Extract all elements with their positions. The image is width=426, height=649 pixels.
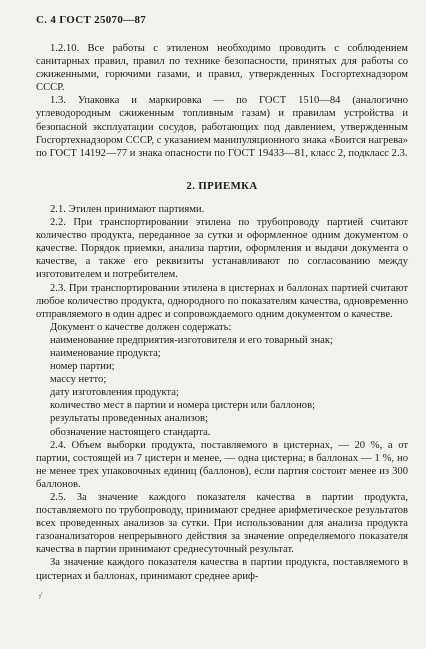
- document-body: [36, 42, 408, 583]
- paragraph-1-3: 1.3. Упаковка и маркировка — по ГОСТ 1510—84 (аналогично углеводородным сжиженным топливным газам) и правилам устройства и безопасной эксплуатации сосудов, работающих под давлением, утвержденным Госгортехнадзором СССР, с указанием манипуляционного знака «Боится нагрева» по ГОСТ 14192—77 и знака опасности по ГОСТ 19433—81, класс 2, подкласс 2.3.: [36, 95, 408, 159]
- doc-item: результаты проведенных анализов;: [50, 413, 208, 425]
- doc-item: обозначение настоящего стандарта.: [50, 426, 211, 438]
- paragraph-final: За значение каждого показателя качества в партии продукта, поставляемого в цистернах и баллонах, принимают среднее ариф-: [36, 557, 408, 582]
- section-title-acceptance: 2. ПРИЕМКА: [186, 179, 258, 192]
- doc-item: количество мест в партии и номера цистерн или баллонов;: [50, 400, 316, 412]
- doc-item: массу нетто;: [50, 374, 107, 386]
- doc-content-intro: Документ о качестве должен содержать:: [50, 321, 232, 333]
- scan-mark-icon: ·̸: [38, 590, 41, 602]
- paragraph-2-5: 2.5. За значение каждого показателя качества в партии продукта, поставляемого по трубопроводу, принимают среднее арифметическое результатов всех проведенных анализов за сутки. При использовании для анализа продукта газоанализаторов непрерывного действия за значение определяемого показателя качества в партии принимают среднесуточный результат.: [36, 492, 408, 556]
- paragraph-2-3: 2.3. При транспортировании этилена в цистернах и баллонах партией считают любое количество продукта, однородного по показателям качества, одновременно отправляемого в один адрес и сопровождаемого одним документом о качестве.: [36, 282, 408, 320]
- paragraph-2-1: 2.1. Этилен принимают партиями.: [50, 203, 205, 215]
- page-header: С. 4 ГОСТ 25070—87: [36, 14, 147, 26]
- paragraph-1-2-10: 1.2.10. Все работы с этиленом необходимо проводить с соблюдением санитарных правил, правил по технике безопасности, принятых для работы со сжиженными, горючими газами, и правил, утвержденных Госгортехнадзором СССР.: [36, 43, 408, 94]
- doc-item: наименование продукта;: [50, 347, 161, 359]
- paragraph-2-4: 2.4. Объем выборки продукта, поставляемого в цистернах, — 20 %, а от партии, состоящей из 7 цистерн и менее, — одна цистерна; в баллонах — 1 %, но не менее трех упаковочных единиц (баллонов), если партия состоит менее из 300 баллонов.: [36, 439, 408, 490]
- doc-item: номер партии;: [50, 361, 115, 373]
- paragraph-2-2: 2.2. При транспортировании этилена по трубопроводу партией считают количество продукта, переданное за сутки и оформленное одним документом о качестве. Порядок приемки, анализа партии, оформления и выдачи документа о качестве, а также его реквизиты устанавливают по согласованию между изготовителем и потребителем.: [36, 217, 408, 281]
- doc-item: дату изготовления продукта;: [50, 387, 179, 399]
- doc-item: наименование предприятия-изготовителя и его товарный знак;: [50, 334, 333, 346]
